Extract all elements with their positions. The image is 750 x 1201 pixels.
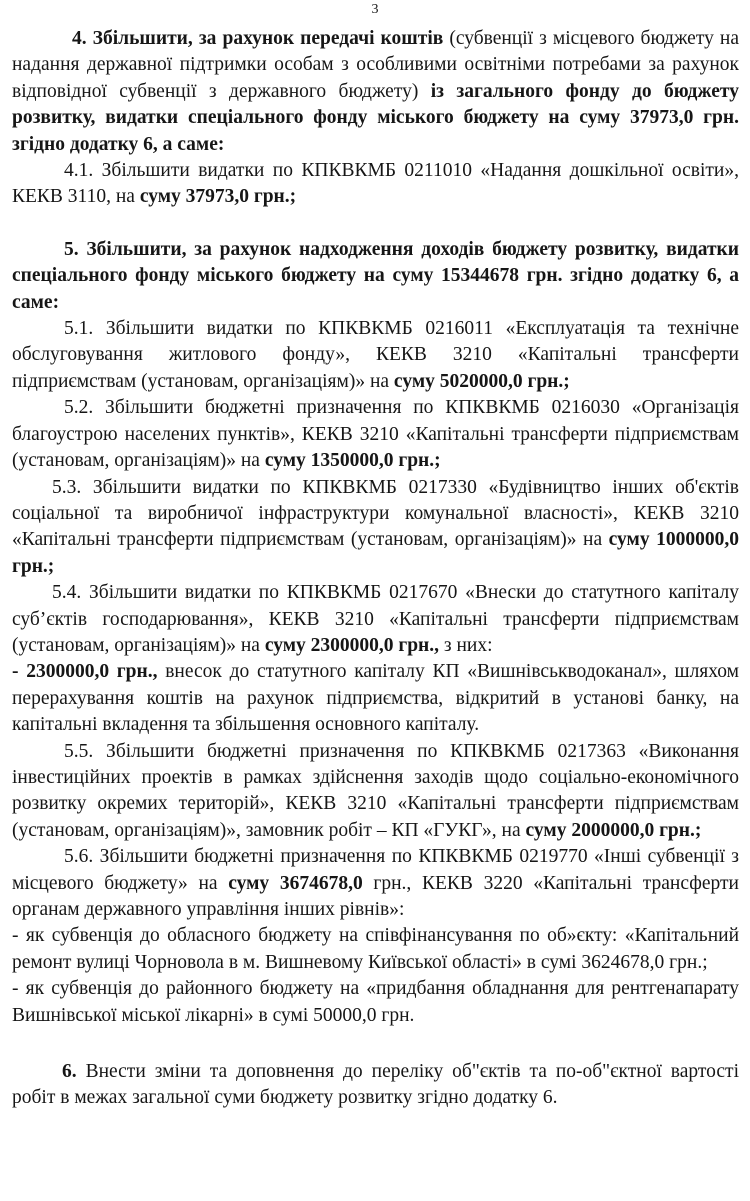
- section-6-paragraph: [12, 1059, 739, 1112]
- section-4-bold-text: із загального фонду до бюджету розвитку, видатки спеціального фонду міського бюджету на суму 37973,0 грн. згідно додатку 6, а саме:: [12, 80, 739, 155]
- page-number: 3: [371, 2, 379, 17]
- item-5-5-amount: суму 2000000,0 грн.;: [525, 819, 702, 841]
- item-5-4-subitem-text: внесок до статутного капіталу КП «Вишнівськводоканал», шляхом перерахування коштів на рахунок підприємства, відкритий в установі банку, на капітальні вкладення та збільшення основного капіталу.: [12, 661, 739, 736]
- item-5-4-text: 5.4. Збільшити видатки по КПКВКМБ 0217670 «Внески до статутного капіталу суб’єктів господарювання», КЕКВ 3210 «Капітальні трансферти підприємствам (установам, організаціям)» на: [12, 582, 739, 656]
- section-6-number: 6.: [62, 1061, 77, 1083]
- item-5-1-amount: суму 5020000,0 грн.;: [393, 370, 570, 392]
- item-5-4-paragraph: [12, 580, 739, 659]
- item-4-1-text: 4.1. Збільшити видатки по КПКВКМБ 0211010 «Надання дошкільної освіти», КЕКВ 3110, на: [12, 160, 739, 208]
- item-5-4-subitem: [12, 659, 739, 738]
- section-6-text: Внести зміни та доповнення до переліку об"єктів та по-об"єктної вартості робіт в межах загальної суми бюджету розвитку згідно додатку 6.: [12, 1061, 739, 1109]
- item-4-1-paragraph: [12, 158, 739, 211]
- item-5-2-amount: суму 1350000,0 грн.;: [264, 450, 441, 472]
- item-5-2-paragraph: [12, 395, 739, 474]
- item-5-3-paragraph: [12, 475, 739, 581]
- item-5-1-text: 5.1. Збільшити видатки по КПКВКМБ 0216011 «Експлуатація та технічне обслуговування житлового фонду», КЕКВ 3210 «Капітальні трансферти підприємствам (установам, організаціям)» на: [12, 318, 739, 392]
- item-5-4-subitem-amount: - 2300000,0 грн.,: [12, 661, 158, 683]
- item-5-3-amount: суму 1000000,0 грн.;: [12, 529, 739, 577]
- item-5-6-subitem-regional: - як субвенція до обласного бюджету на співфінансування по об»єкту: «Капітальний ремонт вулиці Чорновола в м. Вишневому Київської області» в сумі 3624678,0 грн.;: [12, 925, 739, 973]
- item-5-1-paragraph: [12, 316, 739, 395]
- item-5-5-paragraph: [12, 739, 739, 845]
- section-4-heading: 4. Збільшити, за рахунок передачі коштів: [72, 28, 444, 49]
- item-5-6-paragraph: [12, 844, 739, 923]
- item-5-6-text: 5.6. Збільшити бюджетні призначення по КПКВКМБ 0219770 «Інші субвенції з місцевого бюджету» на: [12, 846, 739, 894]
- document-body: [12, 26, 739, 1112]
- item-4-1-amount: суму 37973,0 грн.;: [139, 186, 297, 208]
- section-4-text: (субвенції з місцевого бюджету на надання державної підтримки особам з особливими освітніми потребами за рахунок відповідної субвенції з державного бюджету): [12, 28, 739, 102]
- section-4-paragraph: [12, 26, 739, 158]
- section-5-paragraph: [12, 237, 739, 316]
- item-5-3-text: 5.3. Збільшити видатки по КПКВКМБ 0217330 «Будівництво інших об'єктів соціальної та виробничої інфраструктури комунальної власності», КЕКВ 3210 «Капітальні трансферти підприємствам (установам, організаціям)» на: [12, 476, 739, 551]
- item-5-2-text: 5.2. Збільшити бюджетні призначення по КПКВКМБ 0216030 «Організація благоустрою населених пунктів», КЕКВ 3210 «Капітальні трансферти підприємствам (установам, організаціям)» на: [12, 397, 739, 472]
- item-5-4-amount: суму 2300000,0 грн.,: [264, 634, 440, 656]
- section-5-heading: 5. Збільшити, за рахунок надходження доходів бюджету розвитку, видатки спеціального фонду міського бюджету на суму 15344678 грн. згідно додатку 6, а саме:: [12, 238, 739, 313]
- item-5-6-suffix: грн., КЕКВ 3220 «Капітальні трансферти органам державного управління інших рівнів»:: [12, 872, 739, 920]
- item-5-6-subitem-district: - як субвенція до районного бюджету на «придбання обладнання для рентгенапарату Вишнівської міської лікарні» в сумі 50000,0 грн.: [12, 978, 739, 1026]
- item-5-6-amount: суму 3674678,0: [228, 872, 363, 894]
- item-5-5-text: 5.5. Збільшити бюджетні призначення по КПКВКМБ 0217363 «Виконання інвестиційних проектів в рамках здійснення заходів щодо соціально-економічного розвитку окремих територій», КЕКВ 3210 «Капітальні трансферти підприємствам (установам, організаціям)», замовник робіт – КП «ГУКГ», на: [12, 740, 739, 841]
- item-5-4-suffix: з них:: [439, 634, 493, 656]
